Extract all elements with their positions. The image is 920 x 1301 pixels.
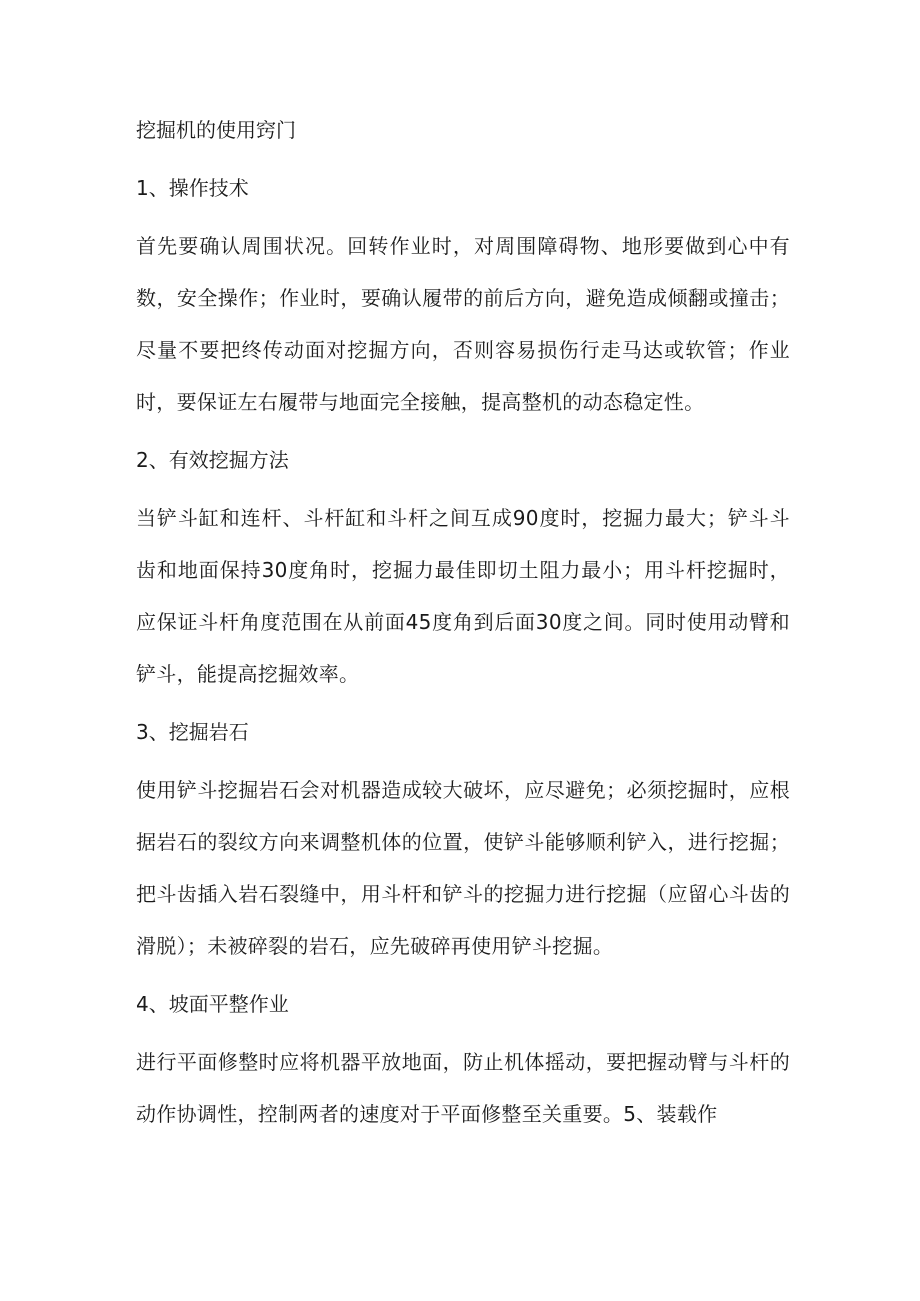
section-heading: 4、坡面平整作业	[136, 992, 289, 1016]
section-heading: 2、有效挖掘方法	[136, 448, 289, 472]
document-title: 挖掘机的使用窍门	[136, 118, 296, 142]
section-paragraph: 当铲斗缸和连杆、斗杆缸和斗杆之间互成90度时，挖掘力最大；铲斗斗齿和地面保持30度角时，挖掘力最佳即切土阻力最小；用斗杆挖掘时，应保证斗杆角度范围在从前面45度角到后面30度之间。同时使用动臂和铲斗，能提高挖掘效率。	[136, 506, 790, 686]
section-heading: 3、挖掘岩石	[136, 720, 249, 744]
section-paragraph: 首先要确认周围状况。回转作业时，对周围障碍物、地形要做到心中有数，安全操作；作业时，要确认履带的前后方向，避免造成倾翻或撞击；尽量不要把终传动面对挖掘方向，否则容易损伤行走马达或软管；作业时，要保证左右履带与地面完全接触，提高整机的动态稳定性。	[136, 234, 790, 414]
document-body	[136, 112, 790, 1154]
section-heading: 1、操作技术	[136, 176, 249, 200]
section-paragraph: 使用铲斗挖掘岩石会对机器造成较大破坏，应尽避免；必须挖掘时，应根据岩石的裂纹方向来调整机体的位置，使铲斗能够顺利铲入，进行挖掘；把斗齿插入岩石裂缝中，用斗杆和铲斗的挖掘力进行挖掘（应留心斗齿的滑脱）；未被碎裂的岩石，应先破碎再使用铲斗挖掘。	[136, 778, 790, 958]
section-paragraph: 进行平面修整时应将机器平放地面，防止机体摇动，要把握动臂与斗杆的动作协调性，控制两者的速度对于平面修整至关重要。5、装载作	[136, 1050, 790, 1126]
